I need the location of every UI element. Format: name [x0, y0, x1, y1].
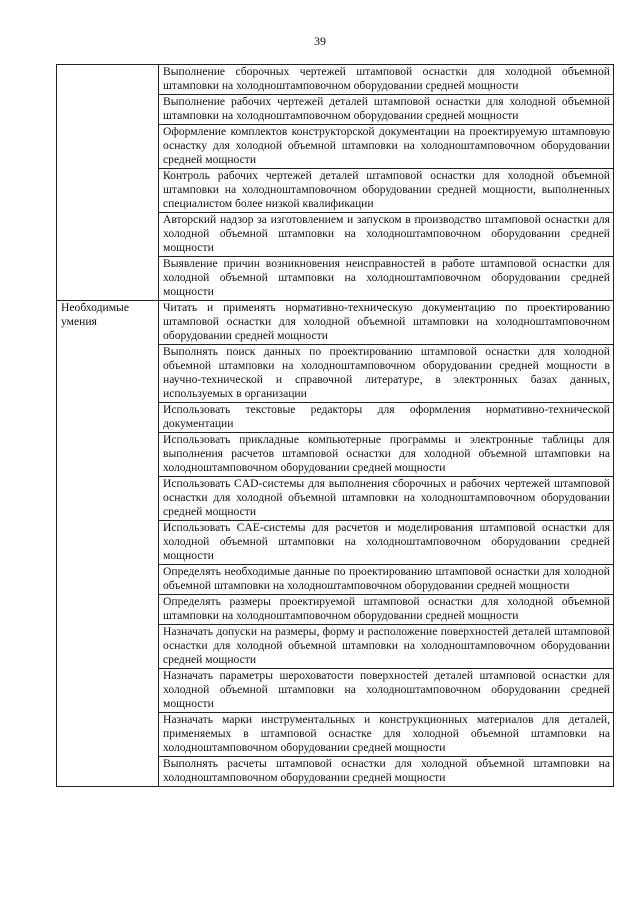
table-cell: Использовать CAD-системы для выполнения сборочных и рабочих чертежей штамповой оснастки для холодной объемной штамповки на холодноштамповочном оборудовании средней мощности: [159, 477, 614, 521]
table-cell: Выполнение сборочных чертежей штамповой оснастки для холодной объемной штамповки на холодноштамповочном оборудовании средней мощности: [159, 65, 614, 95]
table-cell: Выявление причин возникновения неисправностей в работе штамповой оснастки для холодной объемной штамповки на холодноштамповочном оборудовании средней мощности: [159, 257, 614, 301]
section-label-line: Необходимые: [61, 301, 129, 314]
table-cell: Выполнение рабочих чертежей деталей штамповой оснастки для холодной объемной штамповки на холодноштамповочном оборудовании средней мощности: [159, 95, 614, 125]
table-cell: Использовать текстовые редакторы для оформления нормативно-технической документации: [159, 403, 614, 433]
table-cell: Назначать допуски на размеры, форму и расположение поверхностей деталей штамповой оснастки для холодной объемной штамповки на холодноштамповочном оборудовании средней мощности: [159, 625, 614, 669]
table-cell: Использовать прикладные компьютерные программы и электронные таблицы для выполнения расчетов штамповой оснастки для холодной объемной штамповки на холодноштамповочном оборудовании средней мощности: [159, 433, 614, 477]
table-cell: Назначать параметры шероховатости поверхностей деталей штамповой оснастки для холодной объемной штамповки на холодноштамповочном оборудовании средней мощности: [159, 669, 614, 713]
table-cell: Оформление комплектов конструкторской документации на проектируемую штамповую оснастку для холодной объемной штамповки на холодноштамповочном оборудовании средней мощности: [159, 125, 614, 169]
table-cell: Определять необходимые данные по проектированию штамповой оснастки для холодной объемной штамповки на холодноштамповочном оборудовании средней мощности: [159, 565, 614, 595]
section-label-cell: [57, 301, 159, 787]
table-cell: Контроль рабочих чертежей деталей штамповой оснастки для холодной объемной штамповки на холодноштамповочном оборудовании средней мощности, выполненных специалистом более низкой квалификации: [159, 169, 614, 213]
table-row: [57, 65, 614, 95]
table-cell: Использовать CAE-системы для расчетов и моделирования штамповой оснастки для холодной объемной штамповки на холодноштамповочном оборудовании средней мощности: [159, 521, 614, 565]
table-cell: Выполнять поиск данных по проектированию штамповой оснастки для холодной объемной штамповки на холодноштамповочном оборудовании средней мощности в научно-технической и справочной литературе, в электронных базах данных, используемых в организации: [159, 345, 614, 403]
page-number: 39: [314, 34, 326, 48]
empty-label-cell: [57, 65, 159, 301]
table-cell: Назначать марки инструментальных и конструкционных материалов для деталей, применяемых в штамповой оснастке для холодной объемной штамповки на холодноштамповочном оборудовании средней мощности: [159, 713, 614, 757]
section-label-line: умения: [61, 315, 97, 328]
table-cell: Читать и применять нормативно-техническую документацию по проектированию штамповой оснастки для холодной объемной штамповки на холодноштамповочном оборудовании средней мощности: [159, 301, 614, 345]
competency-table: [56, 64, 614, 787]
table-row: [57, 301, 614, 345]
table-cell: Выполнять расчеты штамповой оснастки для холодной объемной штамповки на холодноштамповочном оборудовании средней мощности: [159, 757, 614, 787]
table-cell: Определять размеры проектируемой штамповой оснастки для холодной объемной штамповки на холодноштамповочном оборудовании средней мощности: [159, 595, 614, 625]
table-cell: Авторский надзор за изготовлением и запуском в производство штамповой оснастки для холодной объемной штамповки на холодноштамповочном оборудовании средней мощности: [159, 213, 614, 257]
